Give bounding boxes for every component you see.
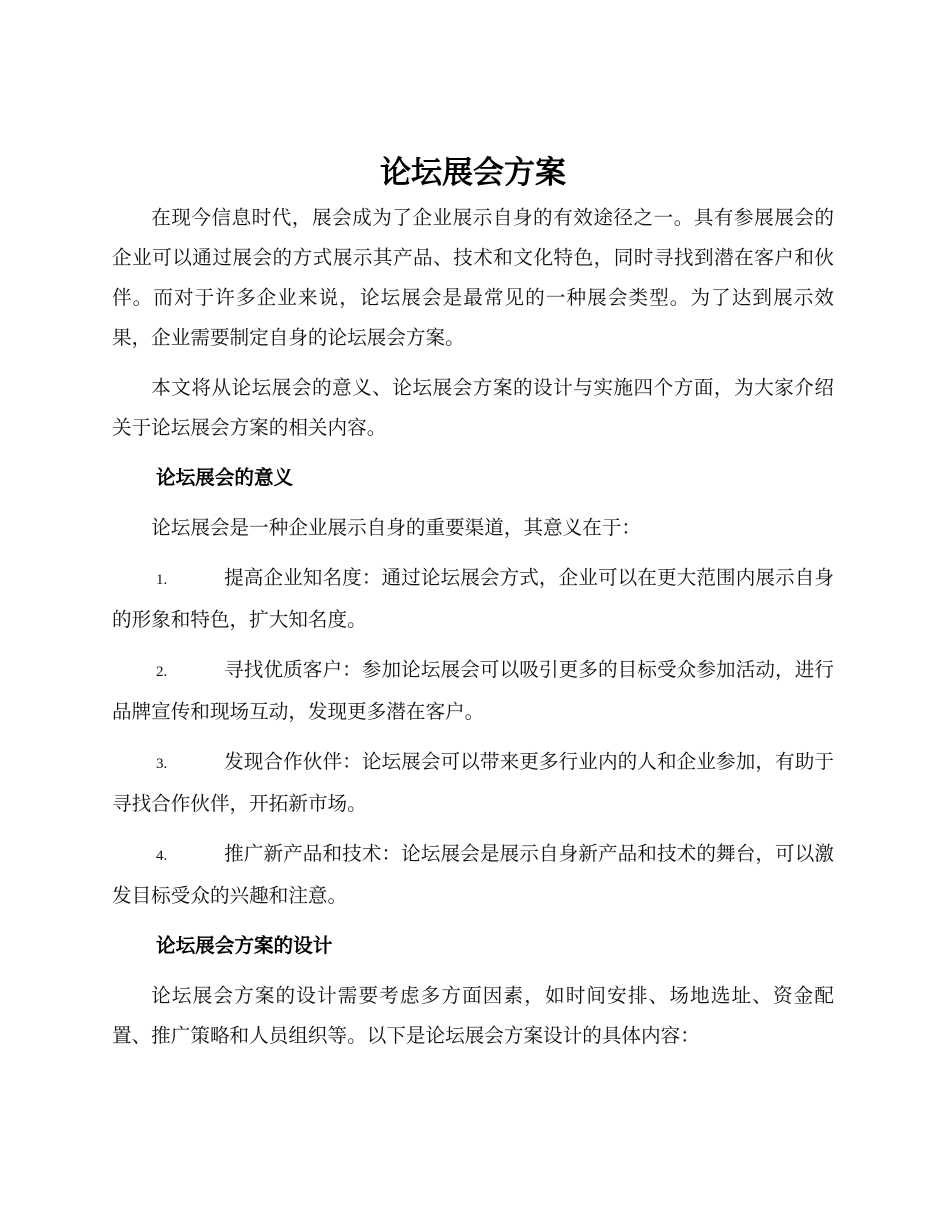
section-heading-design: 论坛展会方案的设计 (156, 934, 333, 957)
list-item-number: 3. (156, 756, 168, 772)
list-item-text: 发现合作伙伴：论坛展会可以带来更多行业内的人和企业参加，有助于寻找合作伙伴，开拓新市场。 (112, 750, 834, 815)
list-item-number: 1. (156, 572, 168, 588)
intro-paragraph-1: 在现今信息时代，展会成为了企业展示自身的有效途径之一。具有参展展会的企业可以通过展会的方式展示其产品、技术和文化特色，同时寻找到潜在客户和伙伴。而对于许多企业来说，论坛展会是最常见的一种展会类型。为了达到展示效果，企业需要制定自身的论坛展会方案。 (112, 206, 834, 349)
list-item-number: 4. (156, 848, 168, 864)
document-body (112, 148, 834, 1056)
document-title: 论坛展会方案 (380, 155, 566, 191)
section-lead-significance: 论坛展会是一种企业展示自身的重要渠道，其意义在于： (151, 516, 642, 539)
list-item-number: 2. (156, 664, 168, 680)
list-item (112, 742, 834, 824)
list-item-text: 提高企业知名度：通过论坛展会方式，企业可以在更大范围内展示自身的形象和特色，扩大知名度。 (112, 566, 834, 631)
list-item (112, 558, 834, 640)
list-item (112, 834, 834, 916)
intro-paragraph-2: 本文将从论坛展会的意义、论坛展会方案的设计与实施四个方面，为大家介绍关于论坛展会方案的相关内容。 (112, 376, 834, 439)
section-lead-design: 论坛展会方案的设计需要考虑多方面因素，如时间安排、场地选址、资金配置、推广策略和人员组织等。以下是论坛展会方案设计的具体内容： (112, 984, 834, 1047)
list-item-text: 推广新产品和技术：论坛展会是展示自身新产品和技术的舞台，可以激发目标受众的兴趣和注意。 (112, 842, 834, 907)
list-item-text: 寻找优质客户：参加论坛展会可以吸引更多的目标受众参加活动，进行品牌宣传和现场互动，发现更多潜在客户。 (112, 658, 834, 723)
list-item (112, 650, 834, 732)
section-heading-significance: 论坛展会的意义 (156, 466, 294, 489)
